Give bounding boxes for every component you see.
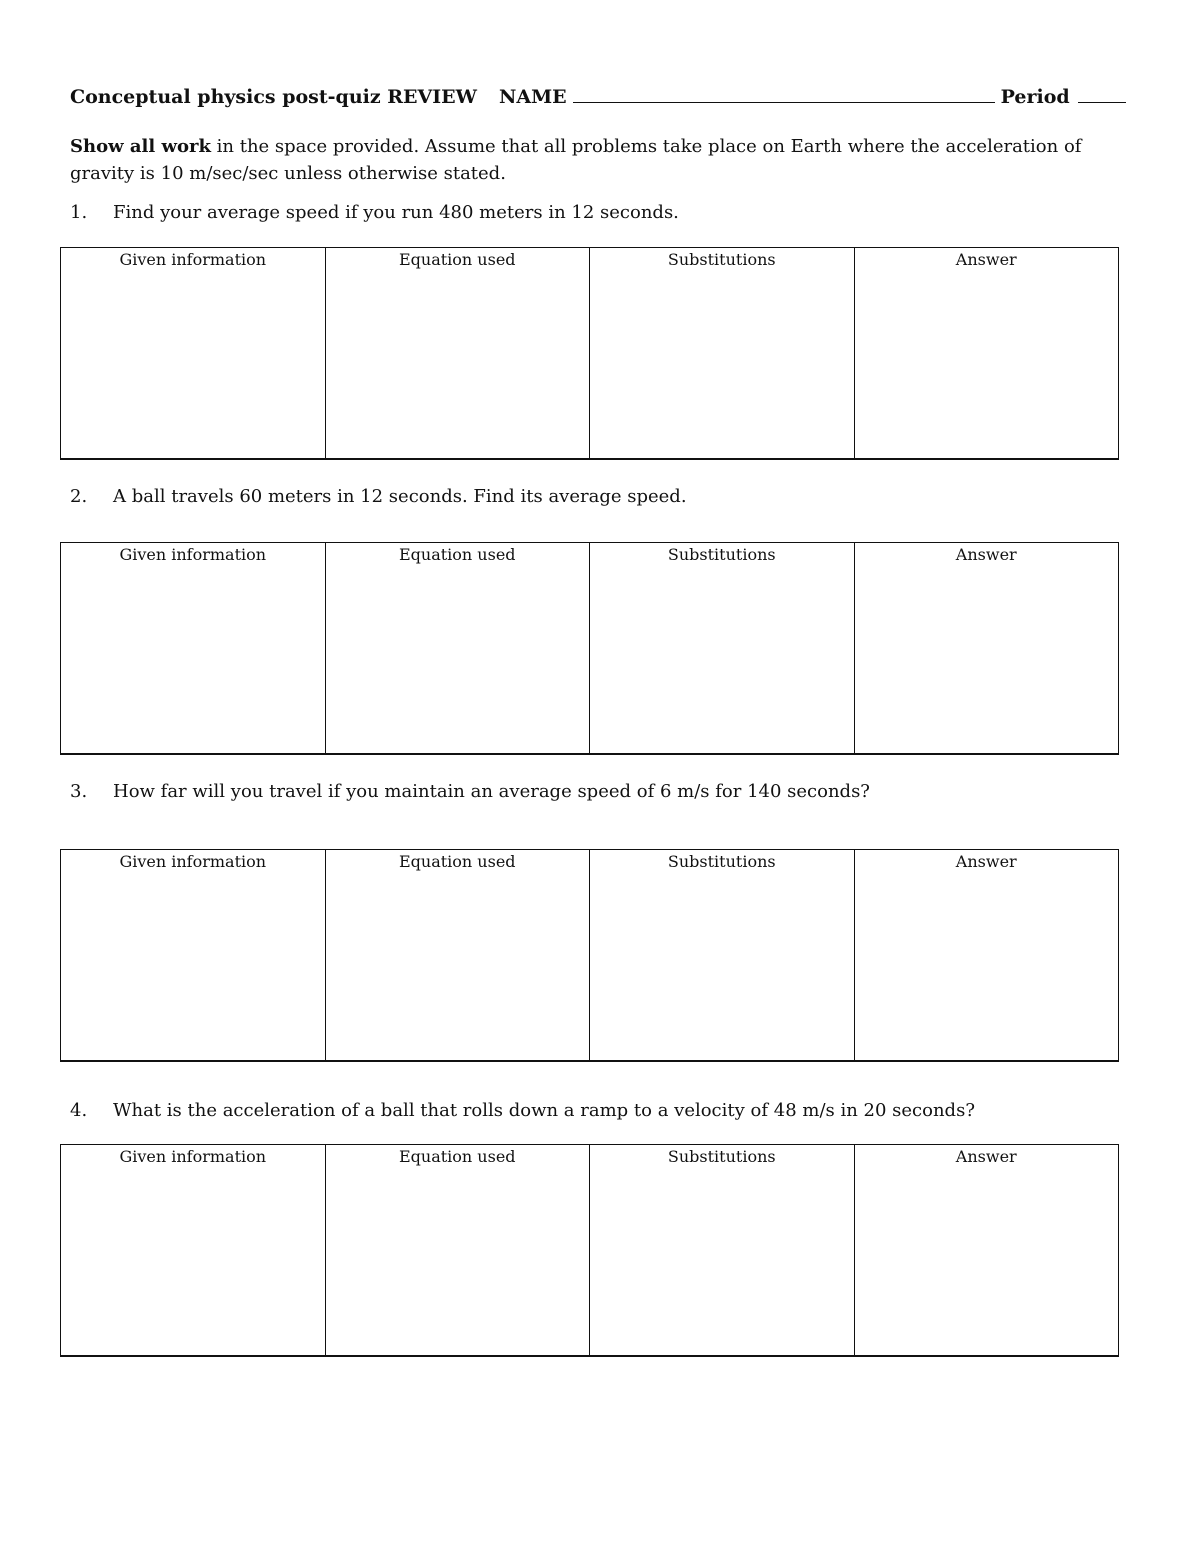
question-number: 1. bbox=[70, 202, 88, 223]
instructions-text: in the space provided. Assume that all problems take place on Earth where the acceleration of gravity is 10 m/sec/sec unless otherwise stated. bbox=[70, 136, 1082, 184]
substitutions-cell[interactable]: Substitutions bbox=[590, 248, 855, 458]
period-label: Period bbox=[1000, 86, 1070, 108]
equation-used-cell[interactable]: Equation used bbox=[326, 1145, 591, 1355]
work-table-2 bbox=[60, 542, 1119, 755]
work-table-3 bbox=[60, 849, 1119, 1062]
question-1 bbox=[70, 201, 1130, 225]
answer-cell[interactable]: Answer bbox=[955, 852, 1017, 871]
question-4 bbox=[70, 1099, 1130, 1123]
period-field[interactable] bbox=[1078, 84, 1126, 103]
question-3 bbox=[70, 780, 1130, 804]
given-information-cell[interactable]: Given information bbox=[61, 850, 326, 1060]
substitutions-cell[interactable]: Substitutions bbox=[590, 1145, 855, 1355]
page-header bbox=[70, 84, 1110, 109]
answer-cell[interactable]: Answer bbox=[955, 1147, 1017, 1166]
worksheet-title: Conceptual physics post-quiz REVIEW bbox=[70, 86, 477, 108]
given-information-cell[interactable]: Given information bbox=[61, 1145, 326, 1355]
substitutions-cell[interactable]: Substitutions bbox=[590, 543, 855, 753]
instructions bbox=[70, 133, 1130, 187]
question-text: What is the acceleration of a ball that rolls down a ramp to a velocity of 48 m/s in 20 seconds? bbox=[113, 1100, 975, 1121]
answer-cell[interactable]: Answer bbox=[955, 545, 1017, 564]
name-field[interactable] bbox=[573, 84, 995, 103]
name-label: NAME bbox=[498, 86, 567, 108]
work-table-4 bbox=[60, 1144, 1119, 1357]
work-table-1 bbox=[60, 247, 1119, 460]
answer-cell[interactable]: Answer bbox=[955, 250, 1017, 269]
equation-used-cell[interactable]: Equation used bbox=[326, 248, 591, 458]
given-information-cell[interactable]: Given information bbox=[61, 248, 326, 458]
substitutions-cell[interactable]: Substitutions bbox=[590, 850, 855, 1060]
question-text: How far will you travel if you maintain an average speed of 6 m/s for 140 seconds? bbox=[113, 781, 870, 802]
equation-used-cell[interactable]: Equation used bbox=[326, 850, 591, 1060]
question-number: 4. bbox=[70, 1100, 88, 1121]
question-number: 2. bbox=[70, 486, 88, 507]
instructions-emphasis: Show all work bbox=[70, 136, 211, 157]
question-text: Find your average speed if you run 480 meters in 12 seconds. bbox=[113, 202, 679, 223]
given-information-cell[interactable]: Given information bbox=[61, 543, 326, 753]
question-2 bbox=[70, 485, 1130, 509]
equation-used-cell[interactable]: Equation used bbox=[326, 543, 591, 753]
question-number: 3. bbox=[70, 781, 88, 802]
question-text: A ball travels 60 meters in 12 seconds. Find its average speed. bbox=[113, 486, 687, 507]
